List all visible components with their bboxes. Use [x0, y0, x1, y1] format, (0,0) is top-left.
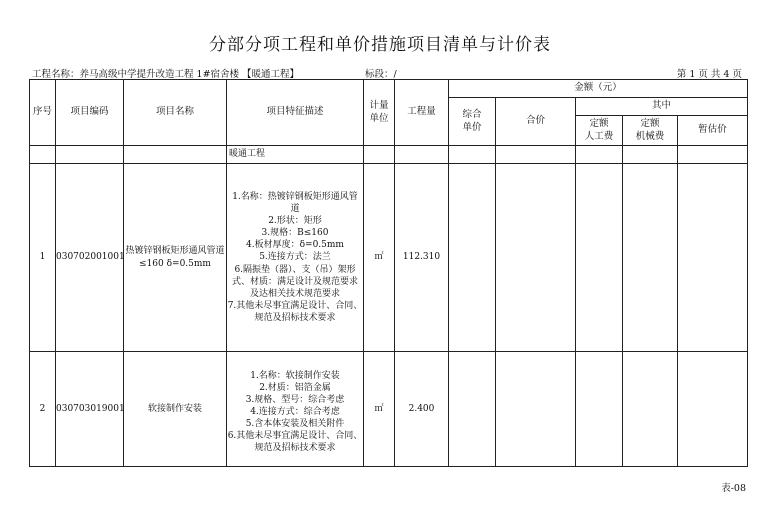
row-unit-price — [449, 352, 496, 467]
row-code: 030703019001 — [56, 352, 124, 467]
desc-line: 6.其他未尽事宜满足设计、合同、 — [227, 431, 363, 442]
header-total: 合价 — [496, 98, 576, 146]
desc-line: 4.板材厚度：δ=0.5mm — [246, 240, 344, 251]
row-provisional — [678, 164, 748, 352]
row-desc — [227, 352, 364, 467]
table-row — [30, 352, 748, 467]
header-name: 项目名称 — [124, 80, 227, 146]
row-unit: ㎡ — [364, 352, 395, 467]
header-desc: 项目特征描述 — [227, 80, 364, 146]
row-machine-cost — [623, 352, 678, 467]
header-code: 项目编码 — [56, 80, 124, 146]
desc-line: 3.规格、型号：综合考虑 — [245, 394, 345, 405]
row-seq: 2 — [30, 352, 56, 467]
row-qty: 112.310 — [395, 164, 449, 352]
header-of-which: 其中 — [576, 98, 748, 116]
category-row — [30, 146, 748, 164]
desc-line: 及达相关技术规范要求 — [249, 288, 340, 299]
desc-line: 2.材质：铝箔金属 — [259, 382, 331, 393]
header-unit-price-line1: 综合 — [462, 108, 482, 120]
row-machine-cost — [623, 164, 678, 352]
row-name: 热镀锌钢板矩形通风管道 ≤160 δ=0.5mm — [124, 164, 227, 352]
desc-line: 道 — [290, 203, 300, 214]
desc-line: 1.名称：软接制作安装 — [250, 370, 340, 381]
page-indicator: 第 1 页 共 4 页 — [676, 69, 742, 80]
header-machine-line2: 机械费 — [635, 130, 665, 142]
table-row — [30, 164, 748, 352]
desc-line: 规范及招标技术要求 — [254, 313, 336, 324]
header-qty: 工程量 — [395, 80, 449, 146]
desc-line: 4.连接方式：综合考虑 — [250, 406, 340, 417]
row-total — [496, 164, 576, 352]
row-code: 030702001001 — [56, 164, 124, 352]
header-seq: 序号 — [30, 80, 56, 146]
section-label: 标段：/ — [365, 69, 397, 80]
header-labor-line2: 人工费 — [584, 130, 614, 142]
header-machine-line1: 定额 — [640, 117, 660, 129]
header-unit-price — [449, 98, 496, 146]
row-labor-cost — [576, 352, 623, 467]
row-labor-cost — [576, 164, 623, 352]
row-desc — [227, 164, 364, 352]
header-machine-cost — [623, 116, 678, 146]
desc-line: 5.连接方式：法兰 — [259, 252, 331, 263]
header-unit-price-line2: 单价 — [462, 121, 482, 133]
header-amount: 金额（元） — [449, 80, 748, 98]
desc-line: 1.名称：热镀锌钢板矩形通风管 — [232, 191, 358, 202]
row-total — [496, 352, 576, 467]
document-title: 分部分项工程和单价措施项目清单与计价表 — [209, 35, 551, 55]
desc-line: 6.隔振垫（器）、支（吊）架形 — [234, 264, 356, 275]
desc-line: 规范及招标技术要求 — [254, 443, 336, 454]
header-unit-line2: 单位 — [369, 112, 389, 124]
form-number: 表-08 — [721, 483, 746, 494]
desc-line: 3.规格：B≤160 — [261, 228, 329, 239]
header-unit-line1: 计量 — [369, 99, 389, 111]
header-unit — [364, 80, 395, 146]
project-name: 工程名称：养马高级中学提升改造工程 1#宿舍楼 【暖通工程】 — [32, 69, 300, 80]
row-seq: 1 — [30, 164, 56, 352]
desc-line: 2.形状：矩形 — [268, 216, 322, 226]
desc-line: 5.含本体安装及相关附件 — [245, 419, 345, 430]
header-labor-line1: 定额 — [589, 117, 609, 129]
row-qty: 2.400 — [395, 352, 449, 467]
row-unit-price — [449, 164, 496, 352]
header-row-1 — [30, 80, 748, 98]
category-text: 暖通工程 — [229, 149, 266, 160]
row-name: 软接制作安装 — [124, 352, 227, 467]
header-provisional: 暂估价 — [678, 116, 748, 146]
row-provisional — [678, 352, 748, 467]
row-unit: ㎡ — [364, 164, 395, 352]
desc-line: 7.其他未尽事宜满足设计、合同、 — [227, 300, 363, 311]
bill-of-quantities-table — [29, 79, 748, 467]
desc-line: 式、材质：满足设计及规范要求 — [231, 276, 358, 287]
header-labor-cost — [576, 116, 623, 146]
category-label — [227, 146, 364, 164]
